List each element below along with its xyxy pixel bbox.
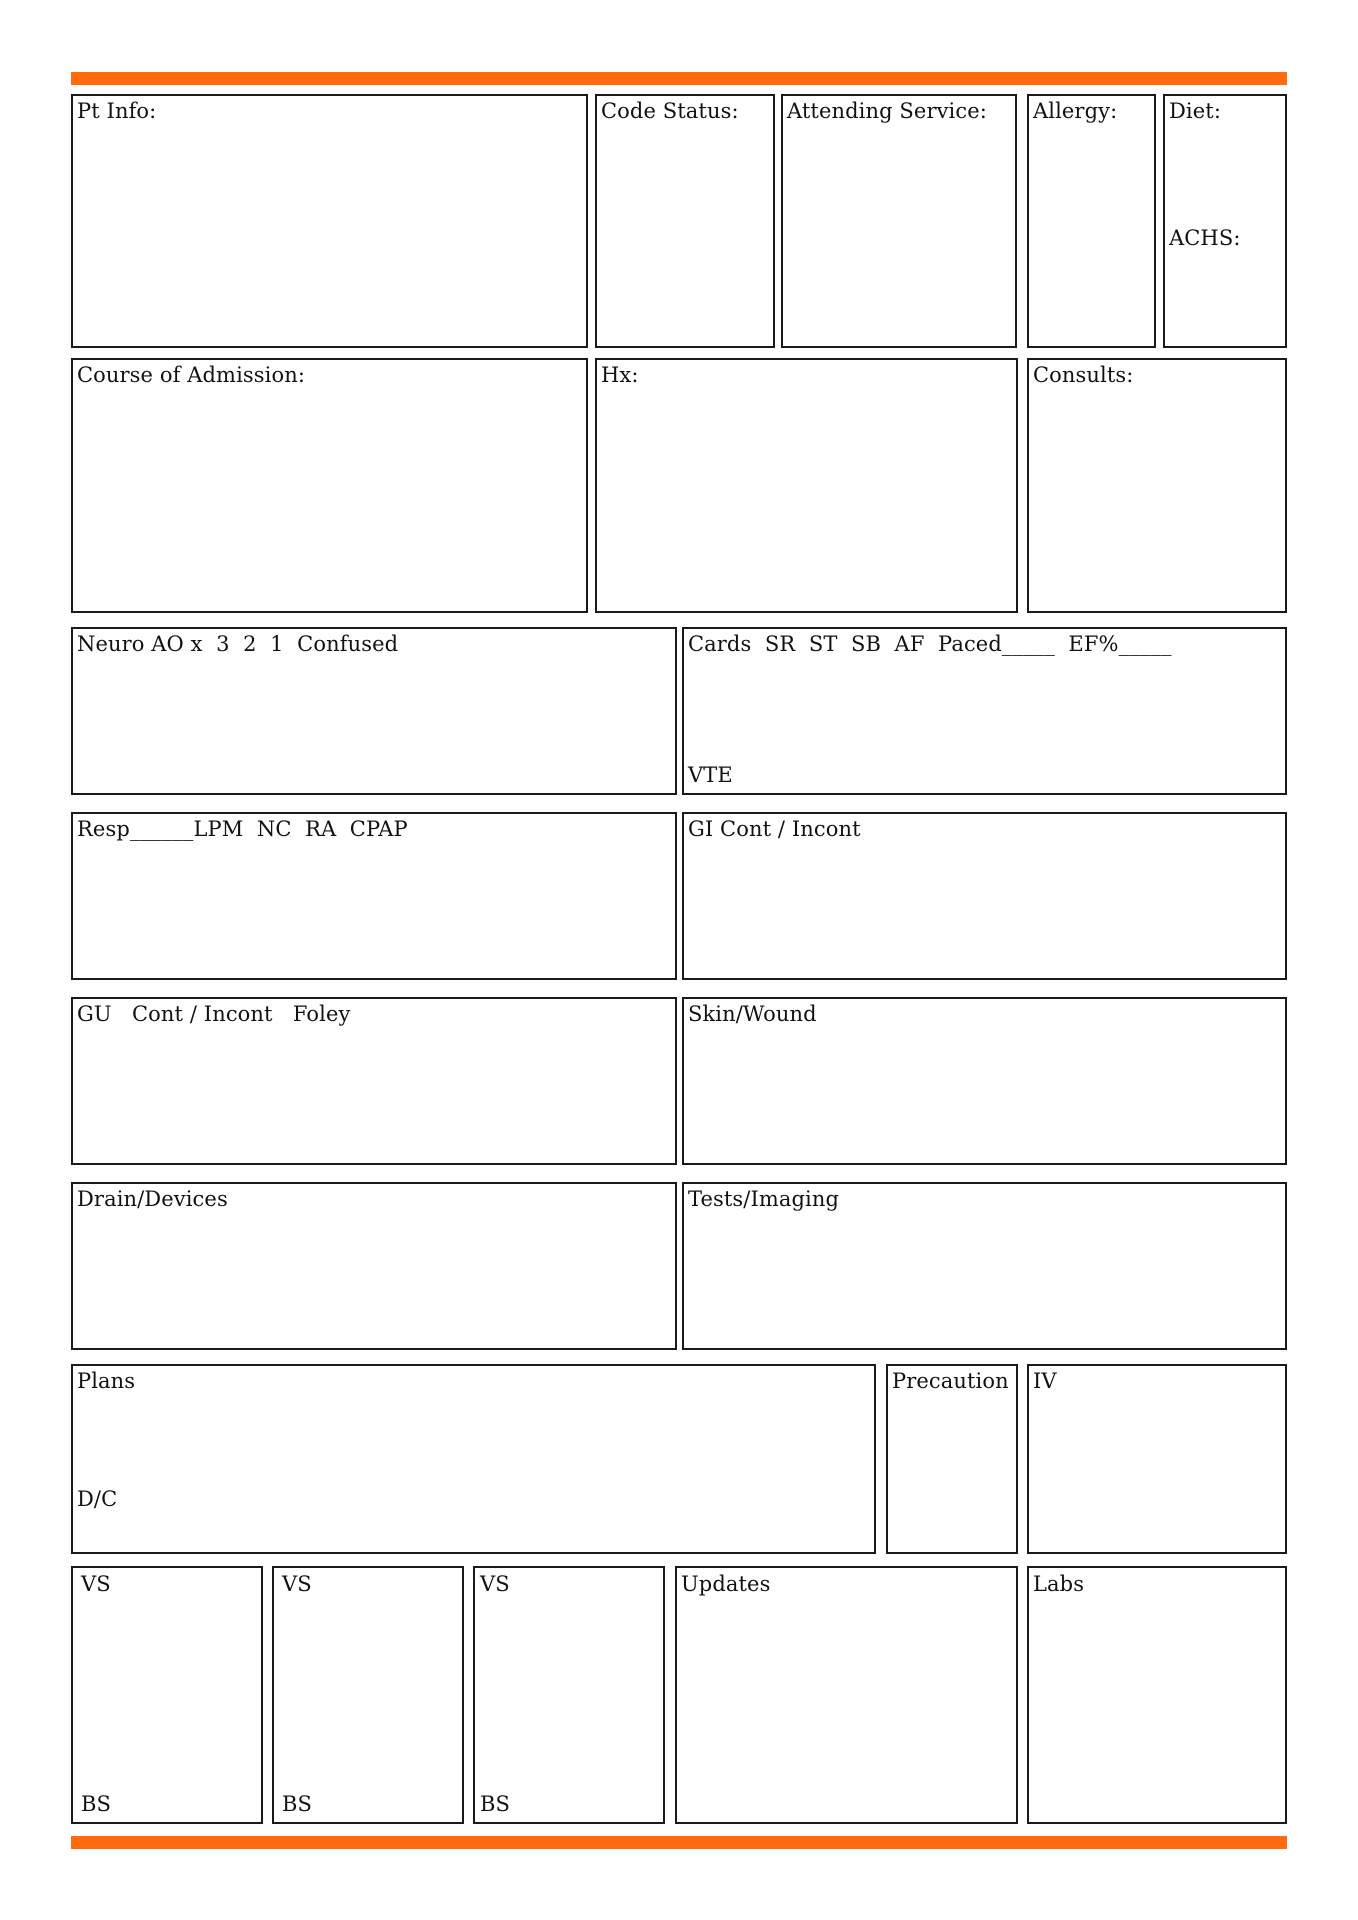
iv-label: IV (1033, 1369, 1057, 1393)
code-status-box[interactable] (595, 94, 775, 348)
updates-label: Updates (681, 1572, 771, 1596)
attending-service-box[interactable] (781, 94, 1017, 348)
attending-service-label: Attending Service: (787, 99, 987, 123)
labs-label: Labs (1033, 1572, 1085, 1596)
updates-box[interactable] (675, 1566, 1018, 1824)
cards-label: Cards SR ST SB AF Paced_____ EF%_____ (688, 632, 1172, 656)
allergy-label: Allergy: (1033, 99, 1118, 123)
pt-info-box[interactable] (71, 94, 588, 348)
consults-label: Consults: (1033, 363, 1134, 387)
diet-box[interactable] (1163, 94, 1287, 348)
pt-info-label: Pt Info: (77, 99, 157, 123)
resp-label: Resp______LPM NC RA CPAP (77, 817, 408, 841)
drain-devices-box[interactable] (71, 1182, 677, 1350)
plans-label: Plans (77, 1369, 136, 1393)
gu-box[interactable] (71, 997, 677, 1165)
labs-box[interactable] (1027, 1566, 1287, 1824)
cards-box[interactable] (682, 627, 1287, 795)
dc-label: D/C (77, 1487, 118, 1511)
top-accent-bar (71, 72, 1287, 85)
vs-box-2[interactable] (272, 1566, 464, 1824)
vs-box-1[interactable] (71, 1566, 263, 1824)
vs-box-3[interactable] (473, 1566, 665, 1824)
bs-label: BS (480, 1792, 511, 1816)
tests-imaging-box[interactable] (682, 1182, 1287, 1350)
drain-devices-label: Drain/Devices (77, 1187, 228, 1211)
gu-label: GU Cont / Incont Foley (77, 1002, 351, 1026)
skin-wound-box[interactable] (682, 997, 1287, 1165)
gi-box[interactable] (682, 812, 1287, 980)
code-status-label: Code Status: (601, 99, 739, 123)
course-of-admission-box[interactable] (71, 358, 588, 613)
achs-label: ACHS: (1169, 226, 1241, 250)
precaution-box[interactable] (886, 1364, 1018, 1554)
hx-box[interactable] (595, 358, 1018, 613)
vs-label: VS (81, 1572, 111, 1596)
vs-label: VS (480, 1572, 510, 1596)
hx-label: Hx: (601, 363, 639, 387)
course-of-admission-label: Course of Admission: (77, 363, 305, 387)
allergy-box[interactable] (1027, 94, 1156, 348)
skin-wound-label: Skin/Wound (688, 1002, 817, 1026)
bottom-accent-bar (71, 1836, 1287, 1849)
bs-label: BS (81, 1792, 112, 1816)
diet-label: Diet: (1169, 99, 1221, 123)
iv-box[interactable] (1027, 1364, 1287, 1554)
tests-imaging-label: Tests/Imaging (688, 1187, 840, 1211)
neuro-label: Neuro AO x 3 2 1 Confused (77, 632, 399, 656)
neuro-box[interactable] (71, 627, 677, 795)
precaution-label: Precaution (892, 1369, 1009, 1393)
vs-label: VS (282, 1572, 312, 1596)
plans-box[interactable] (71, 1364, 876, 1554)
vte-label: VTE (688, 763, 733, 787)
gi-label: GI Cont / Incont (688, 817, 861, 841)
bs-label: BS (282, 1792, 313, 1816)
resp-box[interactable] (71, 812, 677, 980)
consults-box[interactable] (1027, 358, 1287, 613)
